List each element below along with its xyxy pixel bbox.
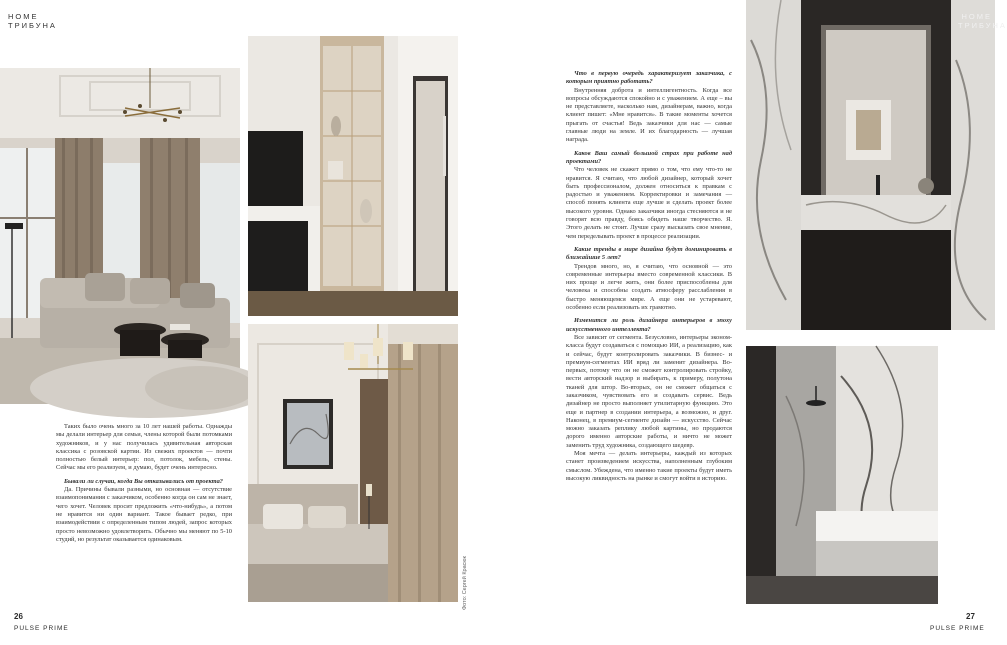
header-home-right: HOME <box>961 12 992 21</box>
page-number-left: 26 <box>14 612 23 621</box>
header-tribuna-right: ТРИБУНА <box>958 21 1007 30</box>
shower-photo <box>746 346 938 604</box>
right-paragraph-4: Все зависит от сегмента. Безусловно, интерьеры эконом-класса будут создаваться с помощью ИИ, а реализацию, как и сейчас, будут контролировать заказчики. В бизнес- и премиум-сегментах ИИ вряд ли заменит дизайнера. Во-первых, потому что он не сможет контролировать стройку, вести авторский надзор и выбирать, к примеру, полутона тканей для штор. Во-вторых, он не сможет общаться с заказчиком, чувствовать его и создавать сервис. Ведь дизайнер не просто выполняет утилитарную функцию. Это еще и партнер в создании интерьера, а возможно, и друг. Наконец, в премиум-сегменте дизайн — искусство. Сейчас можно заказать реплику любой картины, но продаются дорого именно авторские работы, и ничто не может заменить труд художника, создающего шедевр. <box>566 333 732 449</box>
photo-credit: Фото: Сергей Красюк <box>462 556 468 610</box>
header-home-left: HOME <box>8 12 39 21</box>
left-text-column <box>56 423 232 544</box>
right-paragraph-2: Что человек не скажет прямо о том, что ему что-то не нравится. Я считаю, что любой дизайнер, который хочет быть профессионалом, должен относиться к правкам с радостью и уважением. Корректировки и замечания — способ понять клиента еще лучше и сделать проект более высокого уровня. Однако заказчики иногда стесняются и не говорят всю правду, боясь обидеть наше творчество. Я. Этого делать не стоит. Лучше сразу высказать свое мнение, чем переделывать проект в процессе реализации. <box>566 166 732 240</box>
header-tribuna-left: ТРИБУНА <box>8 21 57 30</box>
right-question-1: Что в первую очередь характеризует заказчика, с которым приятно работать? <box>566 70 732 86</box>
page-number-right: 27 <box>966 612 975 621</box>
left-paragraph-1: Таких было очень много за 10 лет нашей работы. Однажды мы делали интерьер для семьи, члены которой были потомками художников, и у нас получилась удивительная авторская классика с розовской картии. Из свежих проектов — почти полностью белый интерьер: пол, потолок, мебель, стены. Сейчас мы его реализуем, и думаю, будет очень интересно. <box>56 423 232 472</box>
shelving-photo <box>248 36 458 316</box>
bathroom-vanity-photo <box>746 0 1007 330</box>
right-paragraph-3: Трендов много, но, я считаю, что основной — это современные интерьеры вместо современной классики. В них проще и легче жить, они более приспособлены для человека и способны создать атмосферу расслабления в быстро меняющемся мире. А еще они не устаревают, особенно если реализовать их грамотно. <box>566 262 732 312</box>
right-question-4: Изменится ли роль дизайнера интерьеров в эпоху искусственного интеллекта? <box>566 317 732 333</box>
section-header-right <box>958 12 1007 30</box>
right-paragraph-5: Моя мечта — делать интерьеры, каждый из которых станет произведением искусства, наполненным глубоким смыслом. Убеждена, что именно такие проекты будут иметь высокую ликвидность на рынке и смогут войти в историю. <box>566 450 732 482</box>
right-paragraph-1: Внутренняя доброта и интеллигентность. Когда все вопросы обсуждаются спокойно и с уважением. А еще – вы не представляете, насколько нам, дизайнерам, важно, когда клиент пишет: «Мне нравится». В такие моменты хочется прыгать от счастья! Ведь заказчики для нас — самые главные люди на земле. И их благодарность — лучшая награда. <box>566 86 732 144</box>
right-question-3: Какие тренды в мире дизайна будут доминировать в ближайшие 5 лет? <box>566 245 732 262</box>
right-text-column <box>566 70 732 483</box>
bedroom-photo <box>248 324 458 602</box>
brand-left: PULSE PRIME <box>14 625 69 632</box>
right-question-2: Каков Ваш самый большой страх при работе над проектами? <box>566 149 732 165</box>
living-room-photo <box>0 68 240 404</box>
left-paragraph-2: Да. Причины бывали разными, но основная — отсутствие взаимопонимания с заказчиком, особенно когда он сам не знает, чего хочет. Человек просит предложить «что-нибудь», а потом не нравится ни один вариант. Такое бывает редко, при взаимодействии с определенным типом людей, запрос которых просто невозможно удовлетворить. Обычно мы меняют по 5-10 студий, но результат оказывается одинаковым. <box>56 486 232 543</box>
left-question-1: Бывали ли случаи, когда Вы отказывались от проекта? <box>64 477 223 485</box>
brand-right: PULSE PRIME <box>930 625 985 632</box>
section-header-left <box>8 12 57 30</box>
